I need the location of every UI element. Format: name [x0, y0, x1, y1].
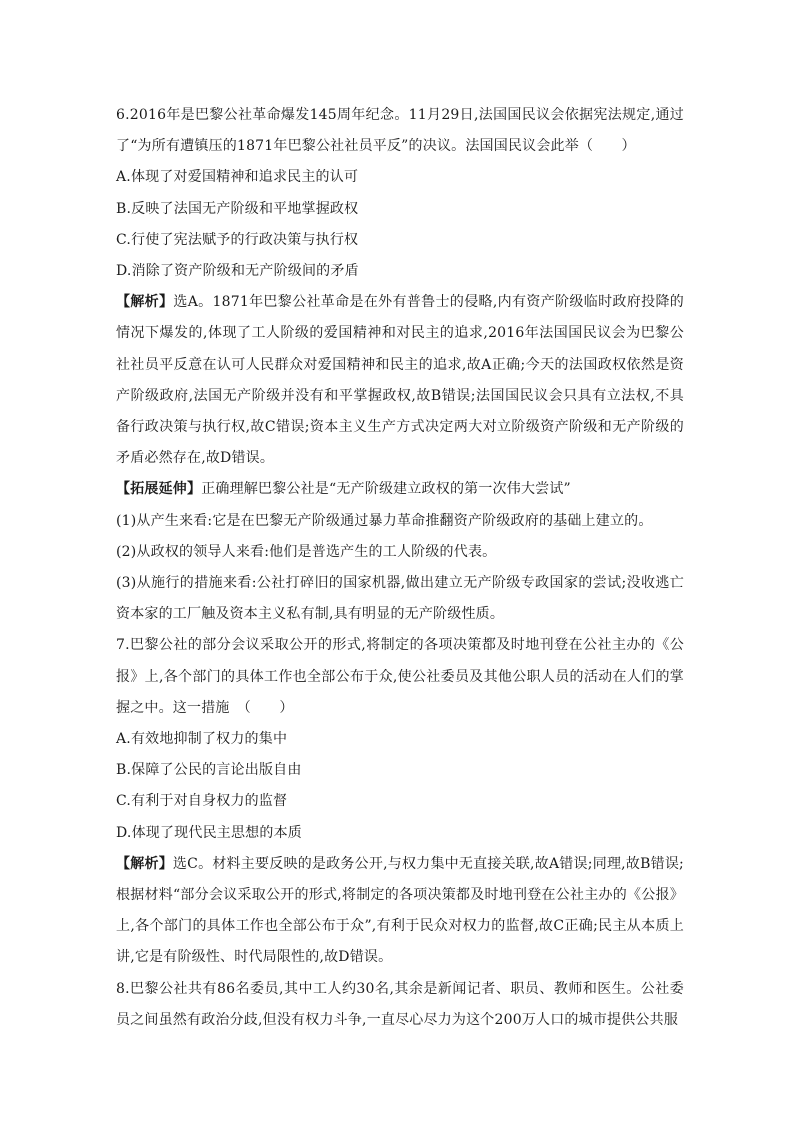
question-6-option-c: C.行使了宪法赋予的行政决策与执行权: [116, 231, 359, 248]
question-7-stem: 7.巴黎公社的部分会议采取公开的形式,将制定的各项决策都及时地刊登在公社主办的《公报》上,各个部门的具体工作也全部公布于众,使公社委员及其他公职人员的活动在人们的掌握之中。这一措施 （ ）: [116, 637, 684, 716]
extension-title: 正确理解巴黎公社是“无产阶级建立政权的第一次伟大尝试”: [201, 481, 571, 498]
question-6-stem: 6.2016年是巴黎公社革命爆发145周年纪念。11月29日,法国国民议会依据宪法规定,通过了“为所有遭镇压的1871年巴黎公社社员平反”的决议。法国国民议会此举（ ）: [116, 107, 684, 155]
question-6-option-b: B.反映了法国无产阶级和平地掌握政权: [116, 200, 359, 217]
question-6-analysis: [116, 287, 684, 474]
question-7-analysis: [116, 849, 684, 974]
extension-point-2: (2)从政权的领导人来看:他们是普选产生的工人阶级的代表。: [116, 543, 497, 560]
extension-point-3: (3)从施行的措施来看:公社打碎旧的国家机器,做出建立无产阶级专政国家的尝试;没收逃亡资本家的工厂触及资本主义私有制,具有明显的无产阶级性质。: [116, 575, 684, 623]
extension-point-1: (1)从产生来看:它是在巴黎无产阶级通过暴力革命推翻资产阶级政府的基础上建立的。: [116, 512, 653, 529]
question-6-option-a: A.体现了对爱国精神和追求民主的认可: [116, 169, 359, 186]
question-8-stem: 8.巴黎公社共有86名委员,其中工人约30名,其余是新闻记者、职员、教师和医生。公社委员之间虽然有政治分歧,但没有权力斗争,一直尽心尽力为这个200万人口的城市提供公共服: [116, 980, 684, 1028]
question-7-option-b: B.保障了公民的言论出版自由: [116, 762, 302, 779]
extension-tag: 【拓展延伸】: [116, 481, 202, 498]
analysis-text: 选A。1871年巴黎公社革命是在外有普鲁士的侵略,内有资产阶级临时政府投降的情况下爆发的,体现了工人阶级的爱国精神和对民主的追求,2016年法国国民议会为巴黎公社社员平反意在认可人民群众对爱国精神和民主的追求,故A正确;今天的法国政权依然是资产阶级政府,法国无产阶级并没有和平掌握政权,故B错误;法国国民议会只具有立法权,不具备行政决策与执行权,故C错误;资本主义生产方式决定两大对立阶级资产阶级和无产阶级的矛盾必然存在,故D错误。: [116, 294, 684, 467]
page-content: [116, 100, 684, 1036]
question-6-option-d: D.消除了资产阶级和无产阶级间的矛盾: [116, 263, 359, 280]
analysis-tag: 【解析】: [116, 294, 174, 311]
question-7-option-d: D.体现了现代民主思想的本质: [116, 824, 302, 841]
question-7-option-c: C.有利于对自身权力的监督: [116, 793, 288, 810]
question-7-option-a: A.有效地抑制了权力的集中: [116, 731, 288, 748]
question-6-extension: [116, 474, 684, 505]
analysis-tag: 【解析】: [116, 855, 173, 872]
analysis-text: 选C。材料主要反映的是政务公开,与权力集中无直接关联,故A错误;同理,故B错误;根据材料“部分会议采取公开的形式,将制定的各项决策都及时地刊登在公社主办的《公报》上,各个部门的具体工作也全部公布于众”,有利于民众对权力的监督,故C正确;民主从本质上讲,它是有阶级性、时代局限性的,故D错误。: [116, 855, 684, 966]
